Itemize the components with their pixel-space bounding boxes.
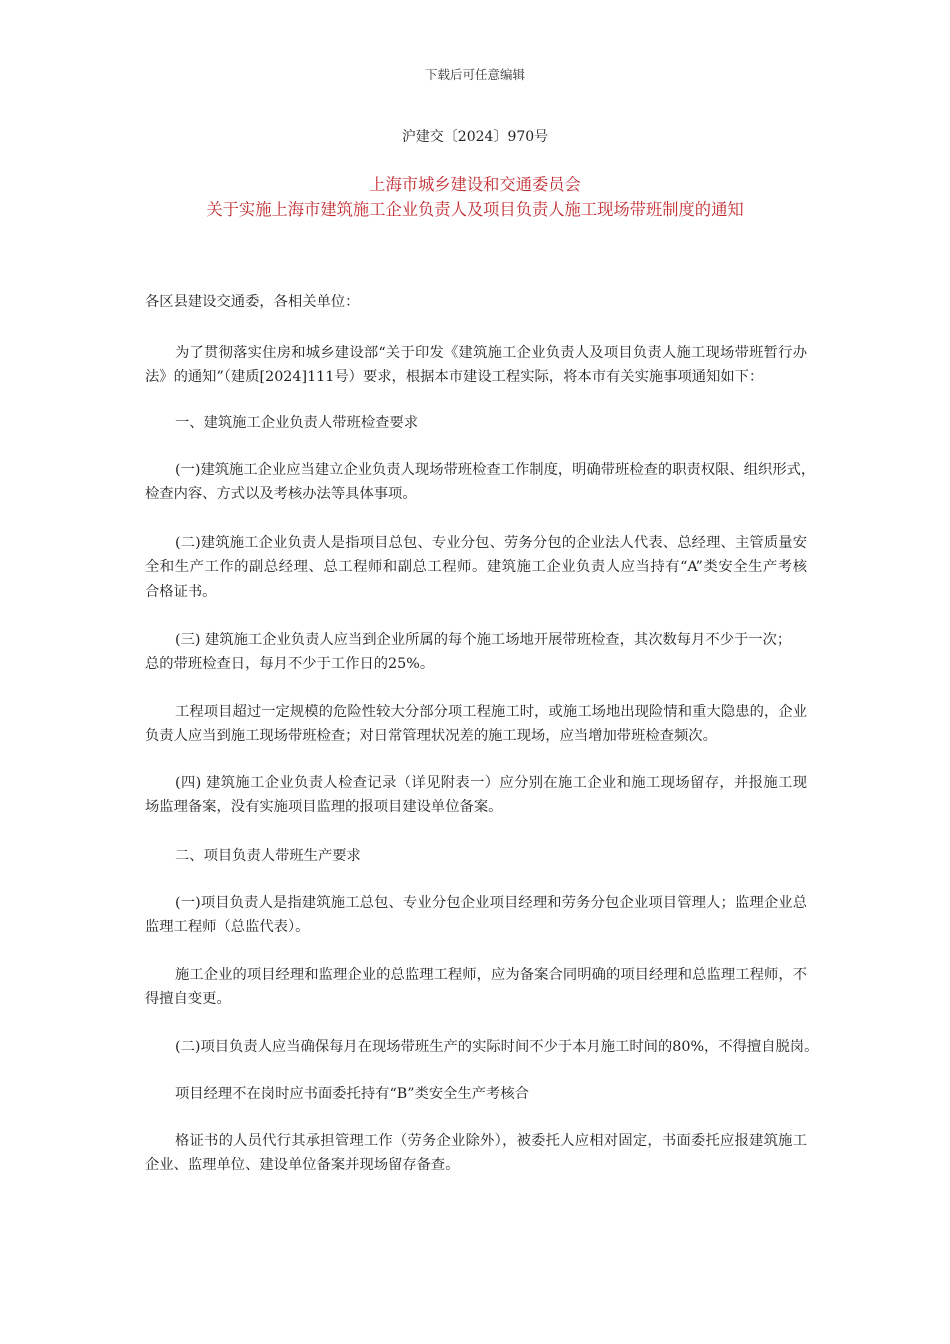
paragraph-line: 场监理备案，没有实施项目监理的报项目建设单位备案。: [145, 799, 503, 816]
document-title: [0, 172, 950, 222]
paragraph-line: (一)建筑施工企业应当建立企业负责人现场带班检查工作制度，明确带班检查的职责权限、组织形式，: [175, 462, 816, 478]
section-heading-text: 一、建筑施工企业负责人带班检查要求: [175, 415, 419, 431]
paragraph-line: 检查内容、方式以及考核办法等具体事项。: [145, 486, 417, 503]
paragraph-line: 负责人应当到施工现场带班检查；对日常管理状况差的施工现场，应当增加带班检查频次。: [145, 728, 717, 745]
paragraph-line: 项目经理不在岗时应书面委托持有“B”类安全生产考核合: [175, 1086, 529, 1102]
section-heading-1: [145, 411, 807, 435]
title-issuer: 上海市城乡建设和交通委员会: [369, 175, 581, 194]
paragraph-line: 得擅自变更。: [145, 991, 231, 1008]
paragraph-2-1: [145, 891, 807, 940]
header-note: 下载后可任意编辑: [424, 67, 525, 82]
paragraph-2-2-note: [145, 1082, 807, 1106]
paragraph-1-4: [145, 771, 807, 820]
paragraph-line: (二)项目负责人应当确保每月在现场带班生产的实际时间不少于本月施工时间的80%，不得擅自脱岗。: [175, 1039, 819, 1055]
paragraph-2-2: [145, 1035, 819, 1059]
title-subject: 关于实施上海市建筑施工企业负责人及项目负责人施工现场带班制度的通知: [206, 200, 744, 219]
paragraph-line: (三) 建筑施工企业负责人应当到企业所属的每个施工场地开展带班检查，其次数每月不少于一次；: [175, 632, 792, 648]
paragraph-intro: [145, 341, 807, 390]
paragraph-line: 总的带班检查日，每月不少于工作日的25%。: [145, 656, 435, 673]
section-heading-2: [145, 844, 807, 868]
paragraph-line: 法》的通知”（建质[2024]111号）要求，根据本市建设工程实际，将本市有关实施事项通知如下：: [145, 369, 764, 386]
paragraph-1-3: [145, 628, 807, 677]
paragraph-line: 工程项目超过一定规模的危险性较大分部分项工程施工时，或施工场地出现险情和重大隐患的，企业: [175, 704, 807, 720]
salutation-line: 各区县建设交通委，各相关单位：: [145, 294, 360, 310]
paragraph-line: 格证书的人员代行其承担管理工作（劳务企业除外），被委托人应相对固定，书面委托应报建筑施工: [175, 1133, 807, 1149]
paragraph-line: 施工企业的项目经理和监理企业的总监理工程师，应为备案合同明确的项目经理和总监理工程师，不: [175, 967, 807, 983]
paragraph-line: 监理工程师（总监代表）。: [145, 919, 310, 936]
paragraph-2-1-note: [145, 963, 807, 1012]
salutation: [145, 290, 807, 314]
paragraph-2-2-continued: [145, 1129, 807, 1178]
paragraph-1-3-note: [145, 700, 807, 749]
paragraph-line: (四) 建筑施工企业负责人检查记录（详见附表一）应分别在施工企业和施工现场留存，并报施工现: [175, 775, 807, 791]
paragraph-1-1: [145, 458, 816, 507]
paragraph-line: (二)建筑施工企业负责人是指项目总包、专业分包、劳务分包的企业法人代表、总经理、主管质量安: [175, 535, 807, 551]
paragraph-line: 全和生产工作的副总经理、总工程师和副总工程师。建筑施工企业负责人应当持有“A”类安全生产考核: [145, 559, 807, 576]
document-number: 沪建交〔2024〕970号: [401, 129, 549, 145]
paragraph-line: (一)项目负责人是指建筑施工总包、专业分包企业项目经理和劳务分包企业项目管理人；监理企业总: [175, 895, 807, 911]
section-heading-text: 二、项目负责人带班生产要求: [175, 848, 361, 864]
paragraph-line: 为了贯彻落实住房和城乡建设部“关于印发《建筑施工企业负责人及项目负责人施工现场带班暂行办: [175, 345, 807, 361]
paragraph-1-2: [145, 531, 807, 604]
paragraph-line: 合格证书。: [145, 583, 217, 600]
paragraph-line: 企业、监理单位、建设单位备案并现场留存备查。: [145, 1157, 460, 1174]
